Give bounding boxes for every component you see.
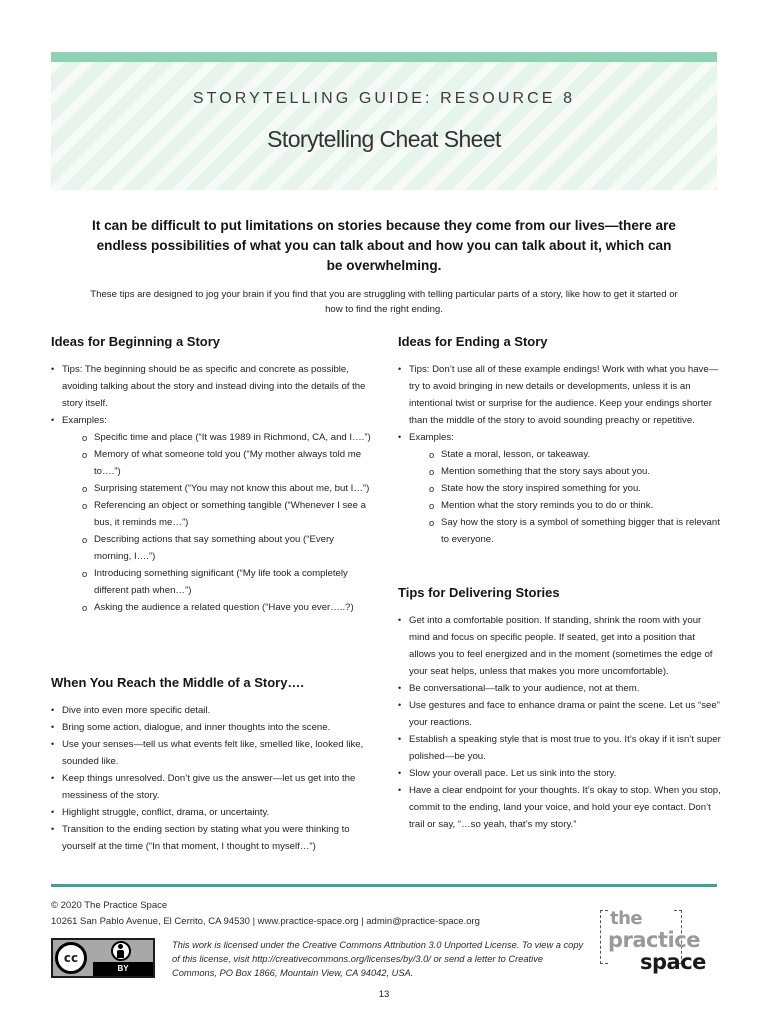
ending-list [398, 361, 722, 548]
example-item: o Asking the audience a related question (“Have you ever…..?) [82, 599, 371, 616]
example-item: o Say how the story is a symbol of something bigger that is relevant to everyone. [429, 514, 722, 548]
examples-label: Examples: [62, 415, 107, 426]
example-item: o Surprising statement (“You may not know this about me, but I…”) [82, 480, 371, 497]
creative-commons-badge [51, 938, 155, 978]
list-item: • Tips: The beginning should be as specific and concrete as possible, avoiding talking about the story and instead diving into the details of the story itself. [51, 361, 371, 412]
delivering-list [398, 612, 722, 833]
list-item [398, 429, 722, 548]
list-item: • Use your senses—tell us what events felt like, smelled like, looked like, sounded like. [51, 736, 371, 770]
example-item: o Mention what the story reminds you to do or think. [429, 497, 722, 514]
list-item: • Be conversational—talk to your audience, not at them. [398, 680, 722, 697]
section-title: When You Reach the Middle of a Story…. [51, 675, 305, 690]
cc-icon: cc [55, 942, 87, 974]
section-delivering [398, 585, 722, 833]
example-item: o Referencing an object or something tangible (“Whenever I see a bus, it reminds me…”) [82, 497, 371, 531]
logo-bracket-left [600, 910, 608, 964]
beginning-examples [82, 429, 371, 616]
list-item: • Tips: Don’t use all of these example endings! Work with what you have—try to avoid bringing in new details or developments, unless it is an intentional twist or surprise for the audience. Keep your endings shorter than the middle of the story to avoid sounding preachy or repetitive. [398, 361, 722, 429]
contact-address[interactable]: 10261 San Pablo Avenue, El Cerrito, CA 94530 | www.practice-space.org | admin@practice-space.org [51, 916, 480, 927]
list-item: • Establish a speaking style that is most true to you. It’s okay if it isn’t super polished—be you. [398, 731, 722, 765]
resource-kicker: STORYTELLING GUIDE: RESOURCE 8 [192, 90, 576, 107]
list-item: • Have a clear endpoint for your thoughts. It’s okay to stop. When you stop, commit to the ending, land your voice, and hold your eye contact. Don’t trail or say, “…so yeah, that’s my story.” [398, 782, 722, 833]
header-top-rule [51, 52, 717, 62]
license-text: This work is licensed under the Creative Commons Attribution 3.0 Unported License. To view a copy of this license, visit http://creativecommons.org/licenses/by/3.0/ or send a letter to Creative Commons, PO Box 1866, Mountain View, CA 94042, USA. [172, 940, 584, 978]
page-title: Storytelling Cheat Sheet [267, 126, 501, 152]
list-item: • Highlight struggle, conflict, drama, or uncertainty. [51, 804, 371, 821]
list-item: • Slow your overall pace. Let us sink into the story. [398, 765, 722, 782]
section-beginning [51, 334, 371, 616]
by-label: BY [93, 962, 153, 976]
list-item: • Get into a comfortable position. If standing, shrink the room with your mind and focus on specific people. If seated, get into a position that allows you to feel energized and in the moment (sometimes the edge of your seat helps, unless that makes you more uncomfortable). [398, 612, 722, 680]
list-item [51, 412, 371, 616]
logo-word-the: the [610, 908, 643, 929]
practice-space-logo [600, 906, 720, 982]
footer-rule [51, 884, 717, 887]
middle-list [51, 702, 371, 855]
example-item: o Mention something that the story says about you. [429, 463, 722, 480]
page-number: 13 [378, 989, 390, 1000]
beginning-list [51, 361, 371, 616]
example-item: o Specific time and place (“It was 1989 in Richmond, CA, and I….”) [82, 429, 371, 446]
example-item: o Describing actions that say something about you (“Every morning, I….”) [82, 531, 371, 565]
example-item: o Memory of what someone told you (“My mother always told me to….”) [82, 446, 371, 480]
example-item: o State a moral, lesson, or takeaway. [429, 446, 722, 463]
list-item: • Use gestures and face to enhance drama or paint the scene. Let us “see” your reactions. [398, 697, 722, 731]
example-item: o State how the story inspired something for you. [429, 480, 722, 497]
section-title: Ideas for Ending a Story [398, 334, 548, 349]
logo-word-space: space [640, 950, 706, 974]
section-ending [398, 334, 722, 548]
header-banner [51, 62, 717, 190]
intro-note: These tips are designed to jog your brain if you find that you are struggling with telling particular parts of a story, like how to get it started or how to find the right ending. [90, 289, 678, 315]
attribution-icon-body [117, 950, 124, 958]
example-item: o Introducing something significant (“My life took a completely different path when…”) [82, 565, 371, 599]
attribution-icon-head [118, 944, 123, 949]
ending-examples [429, 446, 722, 548]
logo-word-practice: practice [608, 928, 700, 952]
section-title: Tips for Delivering Stories [398, 585, 560, 600]
section-title: Ideas for Beginning a Story [51, 334, 221, 349]
list-item: • Dive into even more specific detail. [51, 702, 371, 719]
copyright-text: © 2020 The Practice Space [51, 900, 168, 911]
list-item: • Bring some action, dialogue, and inner thoughts into the scene. [51, 719, 371, 736]
intro-statement: It can be difficult to put limitations on stories because they come from our lives—there are endless possibilities of what you can talk about and how you can talk about it, which can be overwhelming. [92, 218, 676, 273]
list-item: • Keep things unresolved. Don’t give us the answer—let us get into the messiness of the story. [51, 770, 371, 804]
list-item: • Transition to the ending section by stating what you were thinking to yourself at the time (“In that moment, I thought to myself…”) [51, 821, 371, 855]
examples-label: Examples: [409, 432, 454, 443]
section-middle [51, 675, 371, 855]
